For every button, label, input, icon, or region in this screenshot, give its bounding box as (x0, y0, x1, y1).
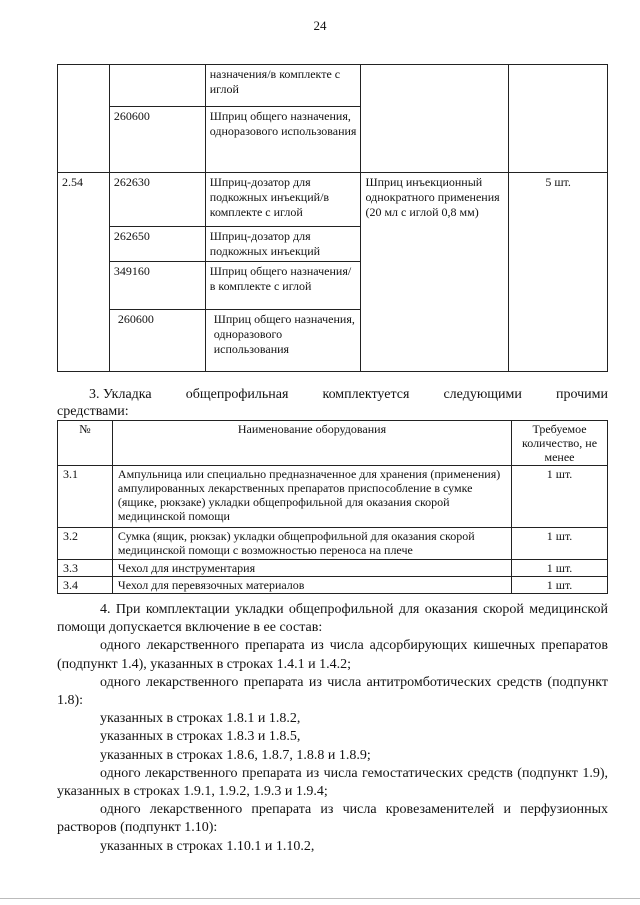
characteristic-cell: Шприц инъекционный однократного применения (20 мл с иглой 0,8 мм) (361, 173, 509, 372)
row-number-cell: 3.2 (58, 528, 113, 560)
name-cell: Чехол для инструментария (112, 560, 511, 577)
name-cell: Шприц общего назначения/в комплекте с иглой (205, 262, 361, 310)
table-row (58, 65, 608, 107)
paragraph: одного лекарственного препарата из числа кровезаменителей и перфузионных растворов (подпункт 1.10): (57, 802, 608, 836)
name-cell: Шприц общего назначения, одноразового использования (205, 310, 361, 372)
paragraph: указанных в строках 1.8.6, 1.8.7, 1.8.8 и 1.8.9; (100, 747, 371, 763)
table-header-row (58, 421, 608, 466)
paragraph: одного лекарственного препарата из числа гемостатических средств (подпункт 1.9), указанных в строках 1.9.1, 1.9.2, 1.9.3 и 1.9.4; (57, 765, 608, 800)
column-header-name: Наименование оборудования (112, 421, 511, 466)
quantity-cell: 1 шт. (512, 577, 608, 594)
table-row (58, 466, 608, 528)
paragraph: одного лекарственного препарата из числа адсорбирующих кишечных препаратов (подпункт 1.4), указанных в строках 1.4.1 и 1.4.2; (57, 638, 608, 672)
quantity-cell (509, 65, 608, 173)
section-4-text (57, 601, 608, 856)
section-3-intro (57, 386, 608, 420)
code-cell: 260600 (109, 310, 205, 372)
intro-word: следующими (443, 387, 522, 402)
row-number-cell: 3.3 (58, 560, 113, 577)
table-row (58, 577, 608, 594)
table-row (58, 560, 608, 577)
code-cell: 262650 (109, 227, 205, 262)
table-row (58, 528, 608, 560)
name-cell: назначения/в комплекте с иглой (205, 65, 361, 107)
intro-line-2: средствами: (57, 404, 129, 419)
paragraph: указанных в строках 1.8.3 и 1.8.5, (100, 729, 301, 745)
quantity-cell: 1 шт. (512, 466, 608, 528)
row-number-cell: 2.54 (58, 173, 110, 372)
code-cell (109, 65, 205, 107)
intro-word: комплектуется (322, 387, 410, 402)
name-cell: Чехол для перевязочных материалов (112, 577, 511, 594)
quantity-cell: 5 шт. (509, 173, 608, 372)
code-cell: 349160 (109, 262, 205, 310)
page-bottom-edge (0, 898, 640, 899)
equipment-table (57, 420, 608, 594)
quantity-cell: 1 шт. (512, 528, 608, 560)
syringe-table (57, 64, 608, 372)
paragraph: указанных в строках 1.10.1 и 1.10.2, (100, 838, 315, 854)
column-header-quantity: Требуемое количество, не менее (512, 421, 608, 466)
name-cell: Шприц-дозатор для подкожных инъекций/в комплекте с иглой (205, 173, 361, 227)
quantity-cell: 1 шт. (512, 560, 608, 577)
table-row (58, 173, 608, 227)
paragraph: одного лекарственного препарата из числа антитромботических средств (подпункт 1.8): (57, 674, 608, 709)
paragraph: 4. При комплектации укладки общепрофильной для оказания скорой медицинской помощи допускается включение в ее состав: (57, 602, 608, 636)
name-cell: Шприц общего назначения, одноразового использования (205, 107, 361, 173)
column-header-number: № (58, 421, 113, 466)
paragraph: указанных в строках 1.8.1 и 1.8.2, (100, 711, 301, 727)
intro-word: общепрофильная (185, 387, 289, 402)
row-number-cell: 3.4 (58, 577, 113, 594)
name-cell: Сумка (ящик, рюкзак) укладки общепрофильной для оказания скорой медицинской помощи с возможностью переноса на плече (112, 528, 511, 560)
intro-word: прочими (555, 387, 608, 402)
characteristic-cell (361, 65, 509, 173)
name-cell: Ампульница или специально предназначенное для хранения (применения) ампулированных лекарственных препаратов приспособление в сумке (ящике, рюкзаке) укладки общепрофильной для оказания скорой медицинской помощи (112, 466, 511, 528)
code-cell: 262630 (109, 173, 205, 227)
page-number: 24 (313, 18, 327, 33)
intro-word: 3. Укладка (89, 387, 152, 402)
row-number-cell (58, 65, 110, 173)
name-cell: Шприц-дозатор для подкожных инъекций (205, 227, 361, 262)
row-number-cell: 3.1 (58, 466, 113, 528)
code-cell: 260600 (109, 107, 205, 173)
